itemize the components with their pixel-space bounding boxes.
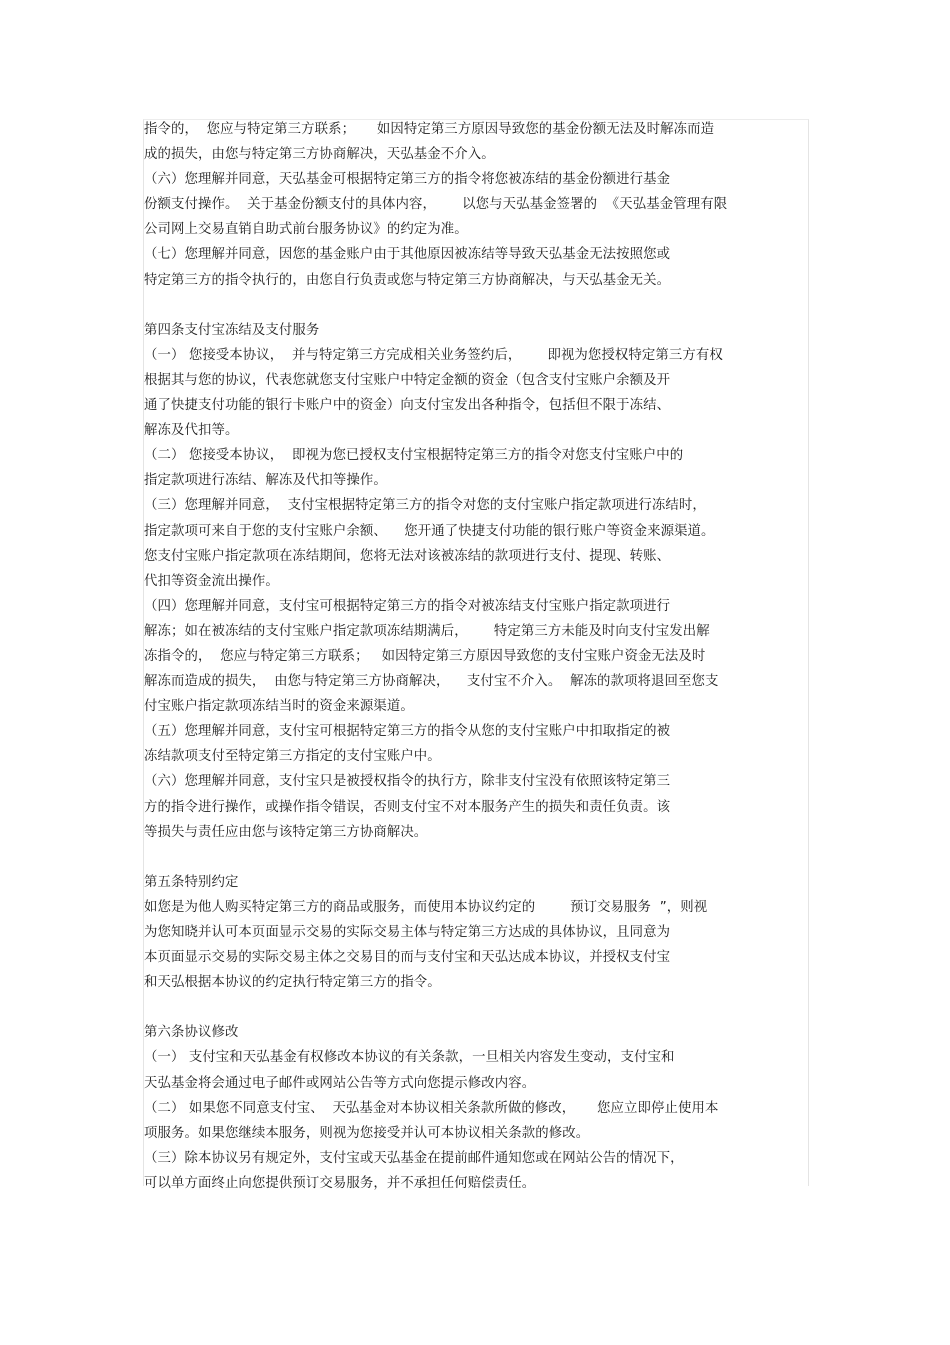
blank-line — [144, 845, 804, 870]
text-line: （四）您理解并同意，支付宝可根据特定第三方的指令对被冻结支付宝账户指定款项进行 — [144, 598, 671, 614]
text-line: 如您是为他人购买特定第三方的商品或服务，而使用本协议约定的 预订交易服务 ”，则视 — [144, 899, 708, 915]
text-line: （一） 您接受本协议， 并与特定第三方完成相关业务签约后， 即视为您授权特定第三方有权 — [144, 347, 723, 363]
text-line: 代扣等资金流出操作。 — [144, 573, 279, 589]
text-line: 第六条协议修改 — [144, 1025, 239, 1041]
blank-line — [144, 293, 804, 318]
text-line: （五）您理解并同意，支付宝可根据特定第三方的指令从您的支付宝账户中扣取指定的被 — [144, 724, 671, 740]
text-line: 项服务。如果您继续本服务，则视为您接受并认可本协议相关条款的修改。 — [144, 1125, 590, 1141]
text-line: （一） 支付宝和天弘基金有权修改本协议的有关条款，一旦相关内容发生变动，支付宝和 — [144, 1050, 675, 1066]
text-line: 等损失与责任应由您与该特定第三方协商解决。 — [144, 824, 428, 840]
document-body — [144, 117, 804, 1196]
text-line: 付宝账户指定款项冻结当时的资金来源渠道。 — [144, 699, 414, 715]
text-line: 您支付宝账户指定款项在冻结期间，您将无法对该被冻结的款项进行支付、提现、转账、 — [144, 548, 671, 564]
text-line: （三）您理解并同意， 支付宝根据特定第三方的指令对您的支付宝账户指定款项进行冻结时， — [144, 498, 706, 514]
text-line: （七）您理解并同意，因您的基金账户由于其他原因被冻结等导致天弘基金无法按照您或 — [144, 247, 671, 263]
text-line: 指定款项可来自于您的支付宝账户余额、 您开通了快捷支付功能的银行账户等资金来源渠道。 — [144, 523, 715, 539]
text-line: 根据其与您的协议，代表您就您支付宝账户中特定金额的资金（包含支付宝账户余额及开 — [144, 372, 671, 388]
text-line: 公司网上交易直销自助式前台服务协议》的约定为准。 — [144, 222, 468, 238]
text-line: 本页面显示交易的实际交易主体之交易目的而与支付宝和天弘达成本协议，并授权支付宝 — [144, 950, 671, 966]
text-line: 通了快捷支付功能的银行卡账户中的资金）向支付宝发出各种指令，包括但不限于冻结、 — [144, 398, 671, 414]
text-line: 份额支付操作。 关于基金份额支付的具体内容， 以您与天弘基金签署的 《天弘基金管理有限 — [144, 197, 728, 213]
text-line: 冻指令的， 您应与特定第三方联系； 如因特定第三方原因导致您的支付宝账户资金无法及时 — [144, 648, 706, 664]
text-line: 方的指令进行操作，或操作指令错误，否则支付宝不对本服务产生的损失和责任负责。该 — [144, 799, 671, 815]
blank-line — [144, 995, 804, 1020]
text-line: 为您知晓并认可本页面显示交易的实际交易主体与特定第三方达成的具体协议，且同意为 — [144, 925, 671, 940]
text-line: 可以单方面终止向您提供预订交易服务，并不承担任何赔偿责任。 — [144, 1175, 536, 1191]
text-line: 指令的， 您应与特定第三方联系； 如因特定第三方原因导致您的基金份额无法及时解冻而造 — [144, 122, 715, 137]
text-line: （六）您理解并同意，支付宝只是被授权指令的执行方，除非支付宝没有依照该特定第三 — [144, 774, 671, 790]
text-line: 指定款项进行冻结、解冻及代扣等操作。 — [144, 473, 387, 489]
text-line: 天弘基金将会通过电子邮件或网站公告等方式向您提示修改内容。 — [144, 1075, 536, 1091]
text-line: （三）除本协议另有规定外，支付宝或天弘基金在提前邮件通知您或在网站公告的情况下， — [144, 1150, 684, 1166]
text-line: （六）您理解并同意，天弘基金可根据特定第三方的指令将您被冻结的基金份额进行基金 — [144, 172, 671, 188]
text-line: 解冻而造成的损失， 由您与特定第三方协商解决， 支付宝不介入。 解冻的款项将退回至您支 — [144, 674, 719, 690]
text-line: （二） 您接受本协议， 即视为您已授权支付宝根据特定第三方的指令对您支付宝账户中的 — [144, 448, 684, 464]
text-line: 第五条特别约定 — [144, 874, 239, 890]
text-line: 特定第三方的指令执行的，由您自行负责或您与特定第三方协商解决，与天弘基金无关。 — [144, 272, 671, 288]
text-line: 第四条支付宝冻结及支付服务 — [144, 322, 320, 338]
text-line: 和天弘根据本协议的约定执行特定第三方的指令。 — [144, 975, 441, 991]
text-line: 解冻；如在被冻结的支付宝账户指定款项冻结期满后， 特定第三方未能及时向支付宝发出解 — [144, 623, 710, 639]
text-line: （二） 如果您不同意支付宝、 天弘基金对本协议相关条款所做的修改， 您应立即停止使用本 — [144, 1100, 719, 1116]
text-line: 解冻及代扣等。 — [144, 423, 239, 439]
text-line: 成的损失，由您与特定第三方协商解决，天弘基金不介入。 — [144, 147, 495, 163]
text-line: 冻结款项支付至特定第三方指定的支付宝账户中。 — [144, 749, 441, 765]
